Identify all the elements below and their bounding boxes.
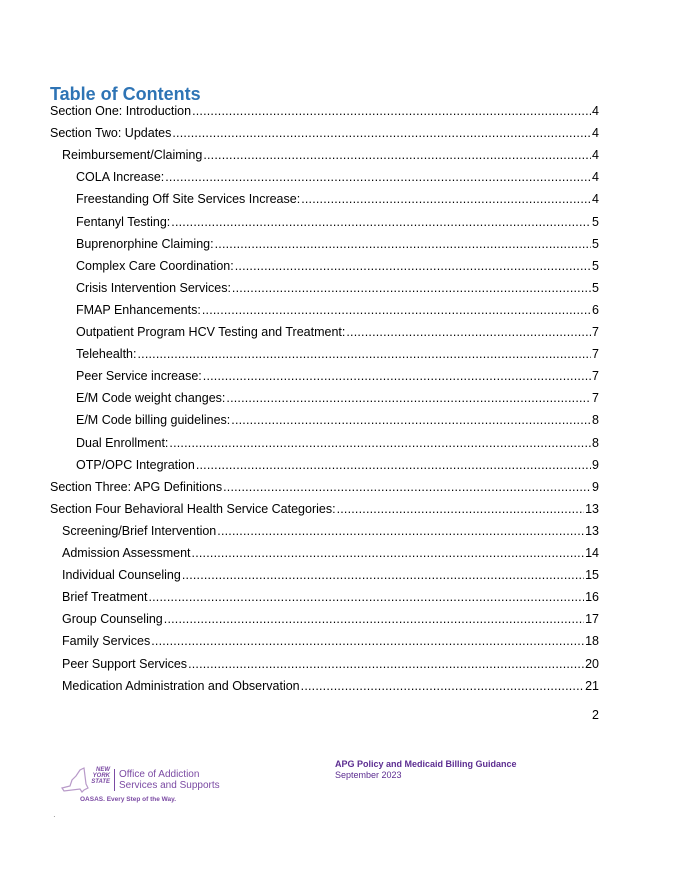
toc-dot-leader: [196, 456, 591, 474]
toc-dot-leader: [301, 190, 591, 208]
toc-entry-page: 8: [592, 435, 599, 450]
toc-entry-page: 4: [592, 170, 599, 185]
toc-entry-page: 15: [585, 568, 599, 583]
toc-entry[interactable]: [62, 566, 599, 584]
toc-dot-leader: [301, 677, 584, 695]
toc-entry-label: OTP/OPC Integration: [76, 457, 195, 472]
toc-entry-label: Telehealth:: [76, 347, 137, 362]
toc-entry-page: 5: [592, 236, 599, 251]
toc-dot-leader: [217, 522, 584, 540]
toc-dot-leader: [192, 544, 585, 562]
toc-dot-leader: [215, 235, 591, 253]
toc-dot-leader: [169, 434, 591, 452]
toc-dot-leader: [172, 124, 591, 142]
toc-entry-page: 5: [592, 280, 599, 295]
toc-entry[interactable]: [62, 522, 599, 540]
toc-entry[interactable]: [76, 367, 599, 385]
toc-entry-label: Dual Enrollment:: [76, 435, 169, 450]
toc-entry-label: FMAP Enhancements:: [76, 302, 201, 317]
toc-entry-page: 14: [585, 546, 599, 560]
nys-line-york: YORK: [92, 773, 110, 779]
toc-entry-page: 4: [592, 104, 599, 118]
toc-entry[interactable]: [62, 632, 599, 650]
toc-entry-page: 6: [592, 302, 599, 317]
stray-mark: ·: [53, 812, 56, 821]
toc-entry-label: Crisis Intervention Services:: [76, 280, 231, 295]
oasas-logo: [60, 766, 230, 808]
toc-entry[interactable]: [62, 588, 599, 606]
toc-entry-label: Brief Treatment: [62, 590, 148, 605]
toc-entry-label: Buprenorphine Claiming:: [76, 236, 214, 251]
toc-dot-leader: [137, 345, 591, 363]
toc-entry[interactable]: [76, 323, 599, 341]
toc-entry-label: Admission Assessment: [62, 546, 191, 560]
toc-entry[interactable]: [76, 301, 599, 319]
toc-entry[interactable]: [76, 389, 599, 407]
toc-entry-label: Group Counseling: [62, 612, 163, 627]
toc-entry[interactable]: [62, 146, 599, 164]
nys-line-new: NEW: [96, 767, 110, 773]
toc-entry[interactable]: [76, 190, 599, 208]
footer-title: APG Policy and Medicaid Billing Guidance: [335, 759, 517, 769]
toc-entry[interactable]: [76, 411, 599, 429]
toc-dot-leader: [223, 478, 591, 496]
toc-entry-page: 16: [585, 590, 599, 605]
toc-dot-leader: [232, 279, 591, 297]
toc-entry-label: Section Four Behavioral Health Service Categories:: [50, 501, 336, 516]
toc-dot-leader: [171, 213, 591, 231]
toc-entry-label: Section Three: APG Definitions: [50, 479, 223, 494]
toc-entry[interactable]: [50, 102, 599, 120]
toc-entry[interactable]: [50, 478, 599, 496]
toc-entry-page: 8: [592, 413, 599, 428]
toc-entry[interactable]: [62, 655, 599, 673]
toc-dot-leader: [346, 323, 591, 341]
nys-line-state: STATE: [91, 779, 110, 785]
toc-entry-page: 7: [592, 325, 599, 339]
toc-entry[interactable]: [76, 345, 599, 363]
toc-entry[interactable]: [76, 213, 599, 231]
org-name: [114, 769, 220, 791]
toc-entry-label: Screening/Brief Intervention: [62, 523, 217, 538]
toc-dot-leader: [235, 257, 591, 275]
toc-entry-label: E/M Code weight changes:: [76, 391, 226, 406]
toc-entry-label: Peer Support Services: [62, 656, 188, 671]
toc-dot-leader: [202, 301, 591, 319]
toc-dot-leader: [151, 632, 584, 650]
toc-entry-page: 4: [592, 192, 599, 207]
toc-dot-leader: [164, 610, 584, 628]
toc-dot-leader: [182, 566, 584, 584]
toc-dot-leader: [203, 367, 591, 385]
logo-tagline: OASAS. Every Step of the Way.: [80, 796, 177, 803]
nys-wordmark: [84, 767, 110, 785]
toc-entry[interactable]: [62, 677, 599, 695]
toc-entry-page: 13: [585, 523, 599, 538]
toc-entry-label: Medication Administration and Observation: [62, 678, 300, 693]
toc-entry[interactable]: [50, 500, 599, 518]
toc-entry-label: Section One: Introduction: [50, 104, 192, 118]
toc-entry-label: E/M Code billing guidelines:: [76, 413, 231, 428]
footer-doc-info: [335, 759, 517, 781]
toc-entry-page: 13: [585, 501, 599, 516]
toc-entry-page: 7: [592, 391, 599, 406]
toc-entry-label: Fentanyl Testing:: [76, 214, 171, 229]
toc-entry-page: 18: [585, 634, 599, 649]
toc-entry-label: Freestanding Off Site Services Increase:: [76, 192, 301, 207]
toc-dot-leader: [337, 500, 585, 518]
toc-entry[interactable]: [76, 434, 599, 452]
toc-entry-label: Complex Care Coordination:: [76, 258, 234, 273]
toc-entry-label: Peer Service increase:: [76, 369, 202, 384]
toc-entry[interactable]: [62, 610, 599, 628]
toc-entry-page: 5: [592, 258, 599, 273]
toc-entry-page: 5: [592, 214, 599, 229]
toc-entry-label: COLA Increase:: [76, 170, 165, 185]
toc-entry-page: 9: [592, 457, 599, 472]
toc-entry[interactable]: [62, 544, 599, 562]
toc-dot-leader: [188, 655, 584, 673]
toc-dot-leader: [165, 168, 591, 186]
toc-entry-label: Reimbursement/Claiming: [62, 148, 203, 163]
toc-dot-leader: [148, 588, 584, 606]
toc-entry-page: 7: [592, 369, 599, 384]
toc-title: Table of Contents: [50, 84, 201, 104]
toc-dot-leader: [192, 102, 591, 120]
toc-entry-label: Section Two: Updates: [50, 126, 172, 141]
toc-entry-label: Family Services: [62, 634, 151, 649]
toc-entry-page: 21: [585, 678, 599, 693]
toc-entry-label: Outpatient Program HCV Testing and Treatment:: [76, 325, 346, 339]
toc-entry[interactable]: [76, 235, 599, 253]
toc-entry-page: 7: [592, 347, 599, 362]
toc-entry[interactable]: [76, 456, 599, 474]
toc-entry[interactable]: [76, 168, 599, 186]
toc-entry-page: 9: [592, 479, 599, 494]
toc-entry-label: Individual Counseling: [62, 568, 181, 583]
toc-entry[interactable]: [76, 257, 599, 275]
toc-entry[interactable]: [76, 279, 599, 297]
toc-entry-page: 4: [592, 126, 599, 141]
toc-dot-leader: [231, 411, 591, 429]
org-name-line1: Office of Addiction: [119, 769, 200, 780]
toc-entry-page: 20: [585, 656, 599, 671]
toc-entry[interactable]: [50, 124, 599, 142]
toc-dot-leader: [203, 146, 591, 164]
toc-entry-page: 4: [592, 148, 599, 163]
footer-date: September 2023: [335, 770, 402, 780]
org-name-line2: Services and Supports: [119, 780, 220, 791]
toc-dot-leader: [226, 389, 591, 407]
page-number: 2: [592, 708, 599, 722]
toc-entry-page: 17: [585, 612, 599, 627]
